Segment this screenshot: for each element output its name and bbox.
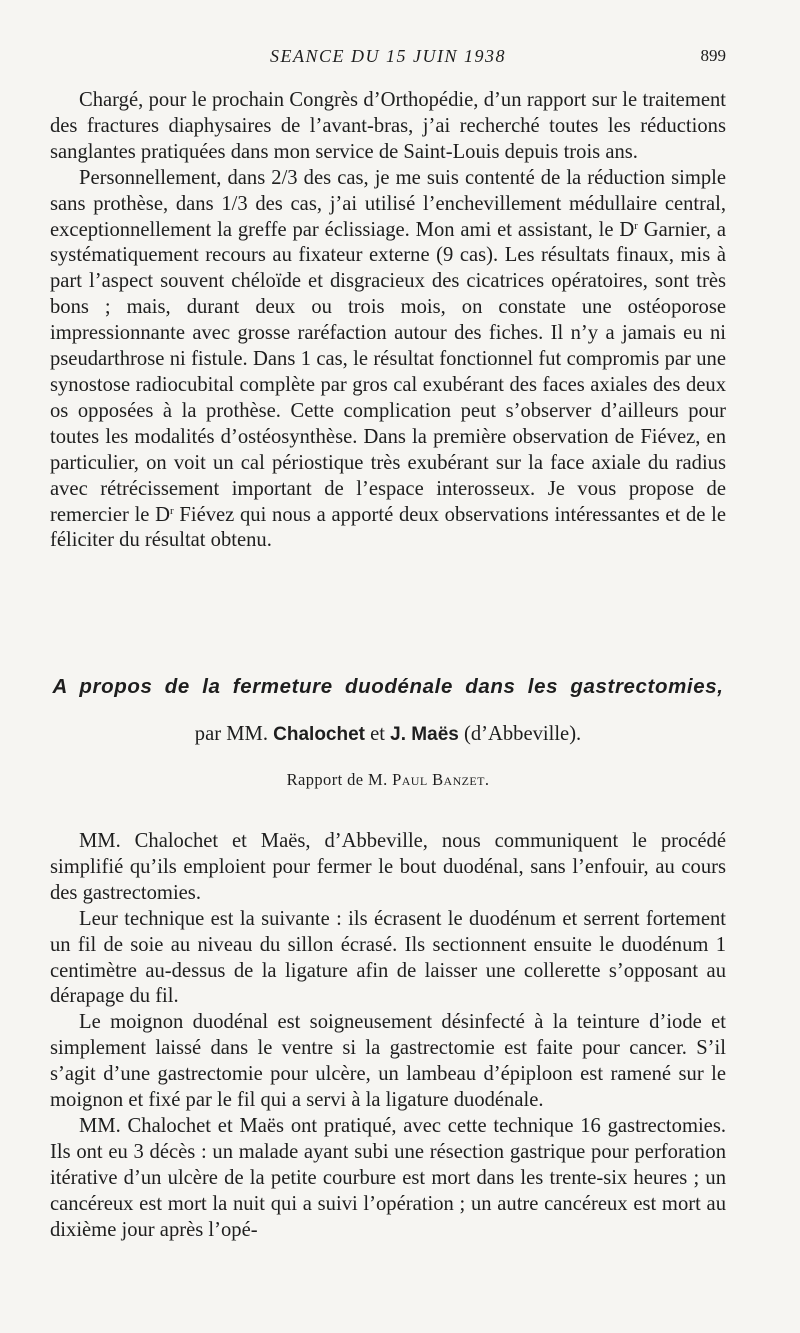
paragraph-text: Fiévez qui nous a apporté deux observations intéressantes et de le féliciter du résultat obtenu. (50, 503, 726, 552)
paragraph: Leur technique est la suivante : ils écrasent le duodénum et serrent fortement un fil de soie au niveau du sillon écrasé. Ils sectionnent ensuite le duodénum 1 centimètre au-dessus de la ligature afin de laisser une collerette s’opposant au dérapage du fil. (50, 907, 726, 1008)
report-attribution (50, 770, 726, 790)
article-title: A propos de la fermeture duodénale dans les gastrectomies, (52, 675, 724, 698)
reporter-name: Paul Banzet (392, 770, 485, 789)
report-suffix: . (484, 770, 490, 789)
author-name: Chalochet (273, 724, 365, 745)
byline-prefix: par MM. (194, 723, 274, 745)
byline-suffix: (d’Abbeville). (458, 723, 582, 745)
page-number: 899 (700, 46, 726, 65)
paragraph-text: Personnellement, dans 2/3 des cas, je me suis contenté de la réduction simple sans prothèse, dans 1/3 des cas, j’ai utilisé l’enchevillement médullaire central, exceptionnellement la greffe par éclissiage. Mon ami et assistant, le D (50, 166, 726, 241)
page-header (50, 46, 726, 72)
report-prefix: Rapport de M. (286, 770, 393, 789)
paragraph: Chargé, pour le prochain Congrès d’Orthopédie, d’un rapport sur le traitement des fractures diaphysaires de l’avant-bras, j’ai recherché toutes les réductions sanglantes pratiquées dans mon service de Saint-Louis depuis trois ans. (50, 89, 726, 163)
paragraph: Le moignon duodénal est soigneusement désinfecté à la teinture d’iode et simplement laissé dans le ventre si la gastrectomie est faite pour cancer. S’il s’agit d’une gastrectomie pour ulcère, un lambeau d’épiploon est ramené sur le moignon et fixé par le fil qui a servi à la ligature duodénale. (50, 1011, 726, 1112)
paragraph-text: Garnier, a systématiquement recours au fixateur externe (9 cas). Les résultats finaux, mis à part l’aspect souvent chéloïde et disgracieux des cicatrices opératoires, sont très bons ; mais, durant deux ou trois mois, on constate une ostéoporose impressionnante avec grosse raréfaction autour des fiches. Il n’y a jamais eu ni pseudarthrose ni fistule. Dans 1 cas, le résultat fonctionnel fut compromis par une synostose radiocubital complète par gros cal exubérant des faces axiales des deux os opposées à la prothèse. Cette complication peut s’observer d’ailleurs pour toutes les modalités d’ostéosynthèse. Dans la première observation de Fiévez, en particulier, on voit un cal périostique très exubérant sur la face axiale du radius avec rétrécissement important de l’espace interosseux. Je vous propose de remercier le D (50, 218, 726, 526)
article-heading (50, 675, 726, 790)
byline-conjunction: et (365, 723, 391, 745)
superscript: r (634, 219, 638, 232)
superscript: r (170, 504, 174, 517)
paragraph: MM. Chalochet et Maës, d’Abbeville, nous communiquent le procédé simplifié qu’ils emploient pour fermer le bout duodénal, sans l’enfouir, au cours des gastrectomies. (50, 830, 726, 904)
article-body (50, 829, 726, 1244)
running-title: SEANCE DU 15 JUIN 1938 (270, 46, 506, 66)
paragraph: MM. Chalochet et Maës ont pratiqué, avec cette technique 16 gastrectomies. Ils ont eu 3 décès : un malade ayant subi une résection gastrique pour perforation itérative d’un ulcère de la petite courbure est mort dans les trente-six heures ; un cancéreux est mort la nuit qui a suivi l’opération ; un autre cancéreux est mort au dixième jour après l’opé- (50, 1114, 726, 1241)
paragraph (50, 166, 726, 555)
byline (50, 723, 726, 746)
author-name: J. Maës (390, 724, 459, 745)
previous-report-text (50, 88, 726, 554)
